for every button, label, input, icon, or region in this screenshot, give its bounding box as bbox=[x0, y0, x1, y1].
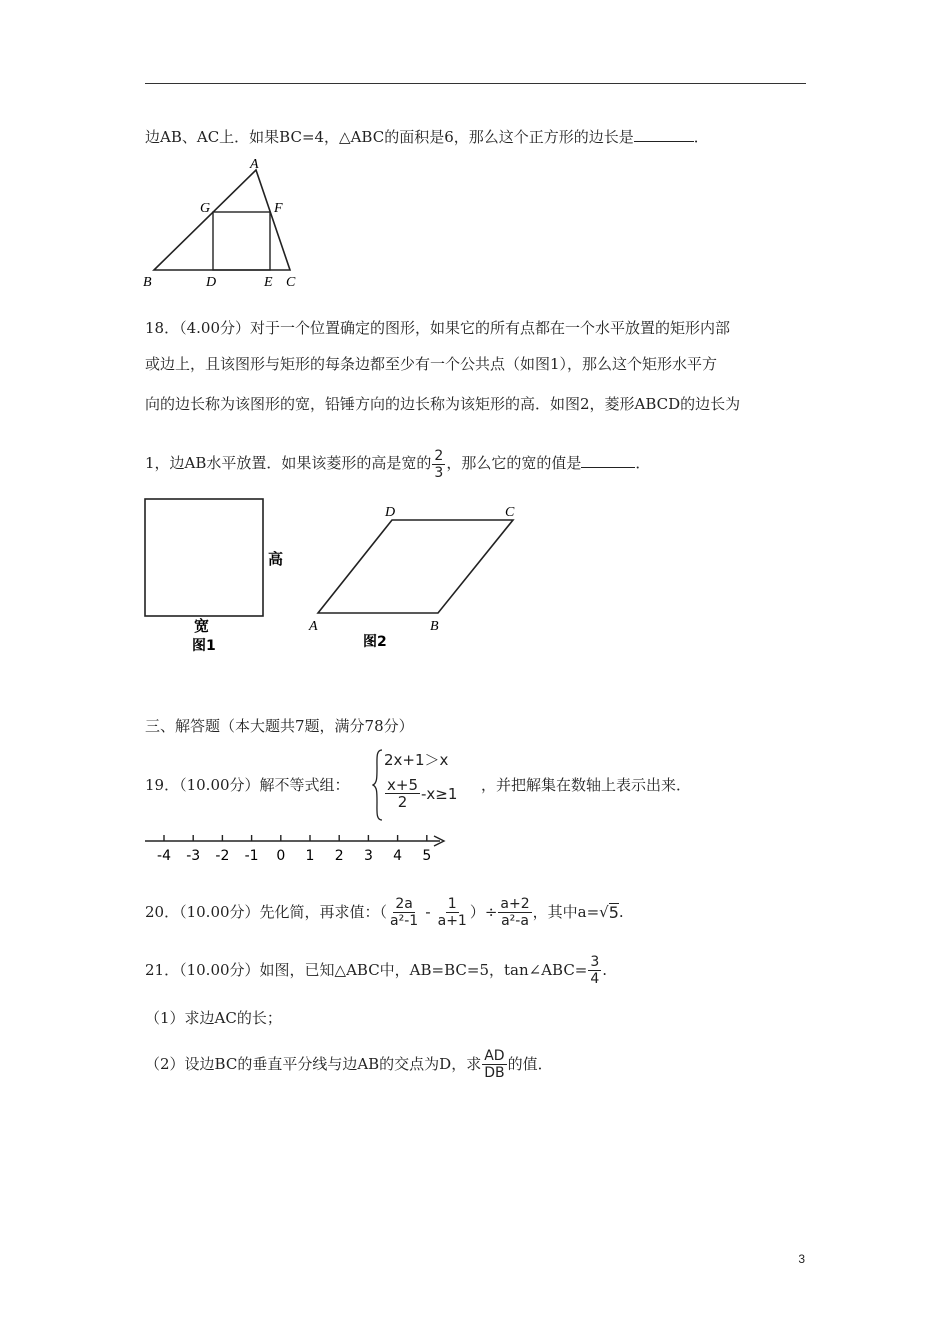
number-line-label: -1 bbox=[244, 848, 259, 864]
q18-answer-blank bbox=[581, 453, 635, 468]
fraction-denominator: 3 bbox=[434, 464, 444, 481]
q19-suffix: ，并把解集在数轴上表示出来． bbox=[481, 776, 692, 794]
fraction-two-thirds bbox=[432, 448, 445, 481]
fraction-numerator: a+2 bbox=[500, 895, 530, 912]
fraction-ad-over-db bbox=[482, 1048, 506, 1081]
inscribed-square bbox=[213, 212, 270, 270]
q17-text-after: ． bbox=[693, 128, 709, 146]
fraction-denominator: a+1 bbox=[437, 912, 467, 929]
q21-part2-before: （2）设边BC的垂直平分线与边AB的交点为D，求 bbox=[145, 1055, 482, 1073]
q17-answer-blank bbox=[634, 127, 694, 142]
q20-suffix: ，其中a= bbox=[532, 903, 600, 921]
label-b: B bbox=[430, 619, 439, 634]
number-line-label: 2 bbox=[334, 848, 344, 864]
fraction-a-plus-2 bbox=[498, 896, 531, 929]
label-c: C bbox=[286, 275, 296, 290]
fraction-x-plus-5-over-2 bbox=[385, 777, 420, 810]
fraction-numerator: 1 bbox=[447, 895, 457, 912]
q19-prefix: 19．（10.00分）解不等式组： bbox=[145, 776, 350, 794]
fraction-denominator: a²-1 bbox=[390, 912, 419, 929]
label-d: D bbox=[385, 505, 396, 520]
fraction-three-quarters bbox=[588, 954, 601, 987]
number-line-label: 0 bbox=[276, 848, 286, 864]
fraction-numerator: AD bbox=[484, 1047, 505, 1064]
label-d: D bbox=[206, 275, 217, 290]
number-line-label: -2 bbox=[215, 848, 230, 864]
page-number: 3 bbox=[798, 1252, 805, 1266]
number-line-label: -3 bbox=[186, 848, 201, 864]
q21-line1-end: . bbox=[602, 961, 608, 979]
number-line bbox=[140, 830, 460, 870]
q20-close-divide: ）÷ bbox=[469, 903, 498, 921]
system-brace bbox=[372, 748, 384, 822]
number-line-label: 4 bbox=[393, 848, 403, 864]
q17-triangle-figure bbox=[140, 152, 310, 294]
q21-part2-after: 的值． bbox=[507, 1055, 553, 1073]
label-e: E bbox=[264, 275, 273, 290]
number-line-label: -4 bbox=[157, 848, 171, 864]
q18-line4 bbox=[145, 445, 650, 481]
figure1-caption: 图1 bbox=[192, 638, 216, 654]
q18-line2: 或边上，且该图形与矩形的每条边都至少有一个公共点（如图1），那么这个矩形水平方 bbox=[145, 355, 718, 373]
q21-line1 bbox=[145, 950, 607, 990]
q19-inequality1: 2x+1＞x bbox=[384, 751, 449, 769]
bounding-rectangle bbox=[145, 499, 263, 616]
sqrt-symbol: √ bbox=[599, 903, 609, 921]
q20-end: . bbox=[618, 903, 624, 921]
figure2-caption: 图2 bbox=[363, 634, 387, 650]
number-line-label: 1 bbox=[305, 848, 315, 864]
q18-line4-end: ． bbox=[635, 454, 651, 472]
label-g: G bbox=[200, 201, 211, 216]
q21-line1-before: 21．（10.00分）如图，已知△ABC中，AB=BC=5，tan∠ABC= bbox=[145, 961, 588, 979]
sqrt-radicand: 5 bbox=[608, 902, 619, 922]
fraction-numerator: 2a bbox=[395, 895, 413, 912]
number-line-label: 5 bbox=[422, 848, 432, 864]
fraction-denominator: DB bbox=[484, 1064, 505, 1081]
width-label: 宽 bbox=[194, 617, 210, 635]
label-a: A bbox=[309, 619, 318, 634]
fraction-numerator: x+5 bbox=[387, 776, 418, 794]
q18-line4-after: ，那么它的宽的值是 bbox=[446, 454, 582, 472]
q21-part1: （1）求边AC的长； bbox=[145, 1009, 282, 1027]
rhombus-abcd bbox=[318, 520, 513, 613]
q17-text-before: 边AB、AC上．如果BC=4，△ABC的面积是6，那么这个正方形的边长是 bbox=[145, 128, 634, 146]
q18-figure1 bbox=[140, 492, 300, 660]
q19-inequality2 bbox=[384, 777, 457, 810]
q17-text bbox=[145, 127, 709, 147]
label-a: A bbox=[250, 157, 259, 172]
fraction-numerator: 2 bbox=[434, 447, 444, 464]
q20-prefix: 20．（10.00分）先化简，再求值：（ bbox=[145, 903, 388, 921]
section3-heading: 三、解答题（本大题共7题，满分78分） bbox=[145, 717, 414, 735]
q18-line4-before: 1，边AB水平放置．如果该菱形的高是宽的 bbox=[145, 454, 432, 472]
q21-part2 bbox=[145, 1044, 553, 1084]
label-b: B bbox=[143, 275, 152, 290]
height-label: 高 bbox=[268, 550, 284, 568]
header-rule bbox=[145, 83, 806, 84]
fraction-numerator: 3 bbox=[590, 953, 600, 970]
q19-inequality2-rest: -x≥1 bbox=[421, 784, 458, 803]
q18-figure2-rhombus bbox=[300, 500, 530, 656]
q20-text bbox=[145, 890, 624, 934]
q18-line1: 18．（4.00分）对于一个位置确定的图形，如果它的所有点都在一个水平放置的矩形内部 bbox=[145, 319, 730, 337]
number-line-label: 3 bbox=[363, 848, 373, 864]
fraction-2a bbox=[388, 896, 420, 929]
fraction-denominator: 2 bbox=[397, 793, 408, 811]
q20-minus: - bbox=[425, 903, 431, 921]
label-c: C bbox=[505, 505, 515, 520]
fraction-1-over-a-plus-1 bbox=[436, 896, 469, 929]
fraction-denominator: 4 bbox=[590, 970, 600, 987]
q18-line3: 向的边长称为该图形的宽，铅锤方向的边长称为该矩形的高．如图2，菱形ABCD的边长为 bbox=[145, 395, 741, 413]
label-f: F bbox=[274, 201, 283, 216]
fraction-denominator: a²-a bbox=[501, 912, 529, 929]
